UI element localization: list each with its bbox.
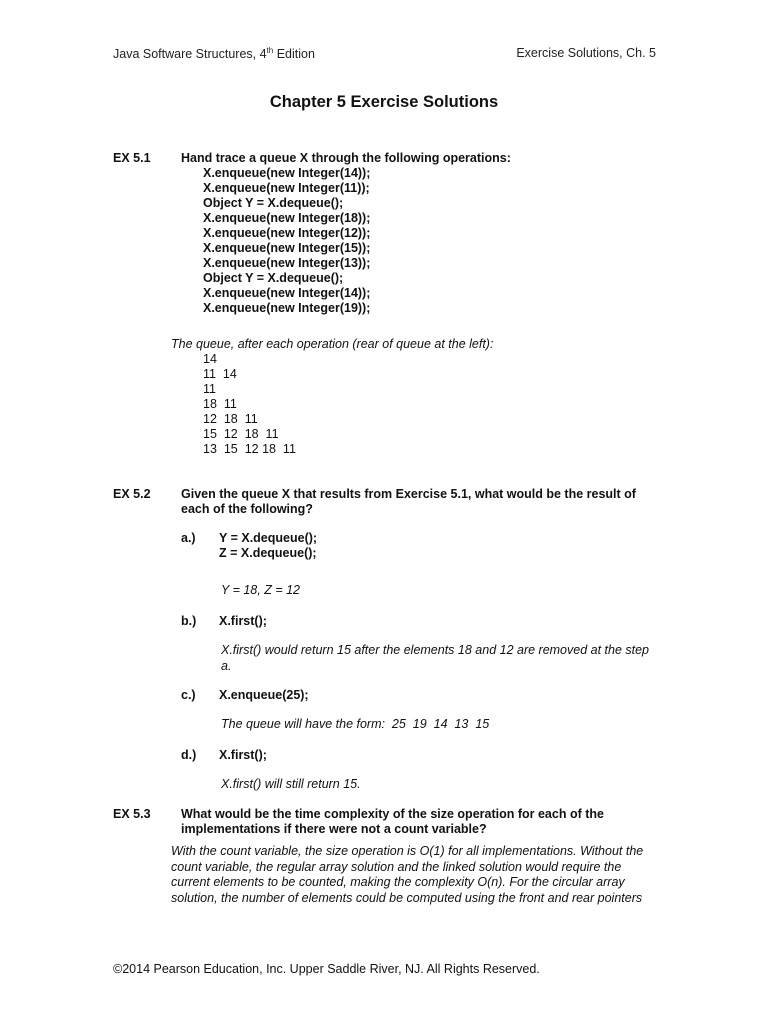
question-line: What would be the time complexity of the size operation for each of the [181, 807, 604, 821]
answer-line: current elements to be counted, making the complexity O(n). For the circular array [171, 875, 625, 889]
exercise-id-5-3: EX 5.3 [113, 807, 151, 821]
answer-line: a. [221, 658, 232, 673]
answer-line: X.first() would return 15 after the elements 18 and 12 are removed at the step [221, 643, 650, 657]
code-line: Y = X.dequeue(); [219, 531, 318, 545]
header-edition-superscript: th [266, 46, 274, 55]
header-edition-label: Edition [273, 47, 315, 62]
operation-line: Object Y = X.dequeue(); [203, 271, 344, 285]
exercise-5-1-operations [203, 166, 370, 316]
part-d-label: d.) [181, 748, 197, 762]
header-book-title: Java Software Structures, 4 [113, 47, 267, 62]
part-c-answer: The queue will have the form: 25 19 14 13 15 [221, 717, 490, 731]
exercise-5-3-question [181, 807, 604, 837]
operation-line: X.enqueue(new Integer(18)); [203, 211, 371, 225]
operation-line: X.enqueue(new Integer(11)); [203, 181, 370, 195]
running-header-left [113, 46, 315, 61]
running-header-right: Exercise Solutions, Ch. 5 [516, 46, 656, 60]
part-a-code [219, 531, 317, 561]
part-d-code: X.first(); [219, 748, 267, 762]
exercise-5-2-question [181, 487, 636, 517]
operation-line: X.enqueue(new Integer(13)); [203, 256, 371, 270]
answer-line: With the count variable, the size operation is O(1) for all implementations. Without the [171, 844, 644, 858]
queue-state-list [203, 352, 296, 457]
answer-line: count variable, the regular array solution and the linked solution would require the [171, 859, 622, 874]
operation-line: X.enqueue(new Integer(14)); [203, 286, 371, 300]
operation-line: X.enqueue(new Integer(19)); [203, 301, 371, 315]
operation-line: X.enqueue(new Integer(15)); [203, 241, 371, 255]
question-line: each of the following? [181, 502, 313, 516]
code-line: Z = X.dequeue(); [219, 546, 317, 560]
answer-line: solution, the number of elements could be computed using the front and rear pointers [171, 890, 643, 905]
exercise-id-5-1: EX 5.1 [113, 151, 151, 165]
exercise-5-1-question: Hand trace a queue X through the following operations: [181, 151, 511, 165]
queue-state: 18 11 [203, 397, 237, 411]
part-b-label: b.) [181, 614, 197, 628]
queue-state: 11 [203, 382, 216, 396]
chapter-title: Chapter 5 Exercise Solutions [269, 93, 499, 111]
part-b-code: X.first(); [219, 614, 267, 628]
copyright-footer: ©2014 Pearson Education, Inc. Upper Saddle River, NJ. All Rights Reserved. [113, 962, 540, 976]
operation-line: X.enqueue(new Integer(14)); [203, 166, 371, 180]
exercise-5-3-answer [171, 844, 655, 906]
operation-line: X.enqueue(new Integer(12)); [203, 226, 371, 240]
part-a-answer: Y = 18, Z = 12 [221, 583, 300, 597]
question-line: Given the queue X that results from Exercise 5.1, what would be the result of [181, 487, 636, 501]
queue-state: 15 12 18 11 [203, 427, 279, 441]
part-c-label: c.) [181, 688, 196, 702]
operation-line: Object Y = X.dequeue(); [203, 196, 344, 210]
part-c-code: X.enqueue(25); [219, 688, 309, 702]
part-a-label: a.) [181, 531, 196, 545]
queue-state: 13 15 12 18 11 [203, 442, 296, 456]
part-d-answer: X.first() will still return 15. [221, 777, 361, 791]
exercise-5-1-answer-intro: The queue, after each operation (rear of queue at the left): [171, 337, 494, 351]
queue-state: 11 14 [203, 367, 237, 381]
queue-state: 14 [203, 352, 217, 366]
exercise-id-5-2: EX 5.2 [113, 487, 151, 501]
question-line: implementations if there were not a count variable? [181, 822, 487, 836]
part-b-answer [221, 643, 649, 674]
queue-state: 12 18 11 [203, 412, 258, 426]
